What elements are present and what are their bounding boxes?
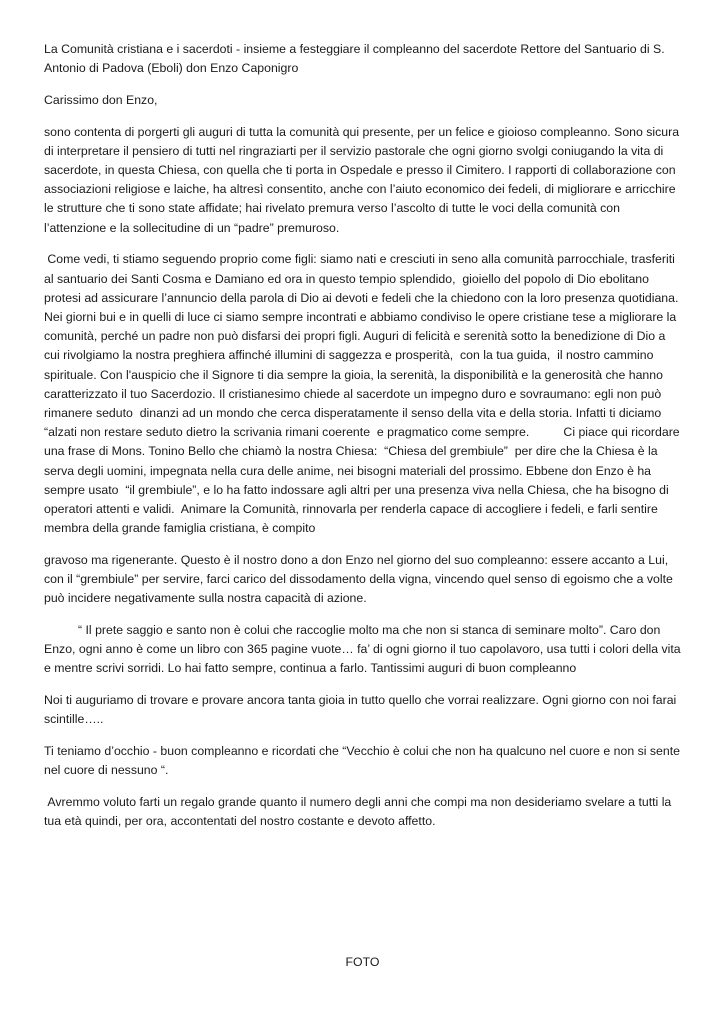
paragraph-gift: gravoso ma rigenerante. Questo è il nostro dono a don Enzo nel giorno del suo compleanno: essere accanto a Lui, con il “grembiule” per servire, farci carico del dissodamento della vigna, vincendo quel senso di egoismo che a volte può incidere negativamente sulla nostra capacità di azione. xyxy=(44,552,673,606)
paragraph-community: Come vedi, ti stiamo seguendo proprio come figli: siamo nati e cresciuti in seno alla comunità parrocchiale, trasferiti al santuario dei Santi Cosma e Damiano ed ora in questo tempio splendido, gioiello del popolo di Dio ebolitano protesi ad assicurare l’annuncio della parola di Dio ai devoti e fedeli che la chiedono con la loro presenza quotidiana. Nei giorni bui e in quelli di luce ci siamo sempre incontrati e abbiamo condiviso le opere cristiane tese a migliorare la comunità, perché un padre non può disfarsi dei propri figli. Auguri di felicità e serenità sotto la benedizione di Dio a cui rivolgiamo la nostra preghiera affinché illumini di saggezza e prosperità, con la tua guida, il nostro cammino spirituale. Con l'auspicio che il Signore ti dia sempre la gioia, la serenità, la disponibilità e la generosità che hanno caratterizzato il tuo Sacerdozio. Il cristianesimo chiede al sacerdote un impegno duro e sovraumano: egli non può rimanere seduto dinanzi ad un mondo che cerca disperatamente il senso della vita e della storia. Infatti ti diciamo “alzati non restare seduto dietro la scrivania rimani coerente e pragmatico come sempre. Ci piace qui ricordare una frase di Mons. Tonino Bello che chiamò la nostra Chiesa: “Chiesa del grembiule” per dire che la Chiesa è la serva degli uomini, impegnata nella cura delle anime, nei bisogni materiali del prossimo. Ebbene don Enzo è ha sempre usato “il grembiule”, e lo ha fatto indossare agli altri per una presenza viva nella Chiesa, che ha bisogno di operatori attenti e validi. Animare la Comunità, rinnovarla per renderla capace di accogliere i fedeli, e farli sentire membra della grande famiglia cristiana, è compito xyxy=(44,252,684,536)
photo-placeholder-label: FOTO xyxy=(345,955,380,969)
paragraph-wishes: Noi ti auguriamo di trovare e provare ancora tanta gioia in tutto quello che vorrai realizzare. Ogni giorno con noi farai scintille….. xyxy=(44,693,677,727)
letter-body xyxy=(44,40,684,844)
paragraph-quote: “ Il prete saggio e santo non è colui che raccoglie molto ma che non si stanca di seminare molto”. Caro don Enzo, ogni anno è come un libro con 365 pagine vuote… fa’ di ogni giorno il tuo capolavoro, usa tutti i colori della vita e mentre scrivi sorridi. Lo hai fatto sempre, continua a farlo. Tantissimi auguri di buon compleanno xyxy=(44,622,681,676)
letter-salutation: Carissimo don Enzo, xyxy=(44,92,158,107)
paragraph-closing: Avremmo voluto farti un regalo grande quanto il numero degli anni che compi ma non desideriamo svelare a tutti la tua età quindi, per ora, accontentati del nostro costante e devoto affetto. xyxy=(44,794,675,829)
paragraph-greetings: sono contenta di porgerti gli auguri di tutta la comunità qui presente, per un felice e gioioso compleanno. Sono sicura di interpretare il pensiero di tutti nel ringraziarti per il servizio pastorale che ogni giorno svolgi coniugando la vita di sacerdote, in questa Chiesa, con quella che ti porta in Ospedale e presso il Cimitero. I rapporti di collaborazione con associazioni religiose e laiche, ha altresì consentito, anche con l’aiuto economico dei fedeli, di migliorare e arricchire le strutture che ti sono state affidate; hai rivelato premura verso l’ascolto di tutte le voci della comunità con l’attenzione e la sollecitudine di un “padre” premuroso. xyxy=(44,124,680,235)
letter-heading: La Comunità cristiana e i sacerdoti - insieme a festeggiare il compleanno del sacerdote Rettore del Santuario di S. Antonio di Padova (Eboli) don Enzo Caponigro xyxy=(44,42,665,76)
paragraph-reminder: Ti teniamo d’occhio - buon compleanno e ricordati che “Vecchio è colui che non ha qualcuno nel cuore e non si sente nel cuore di nessuno “. xyxy=(44,744,680,778)
